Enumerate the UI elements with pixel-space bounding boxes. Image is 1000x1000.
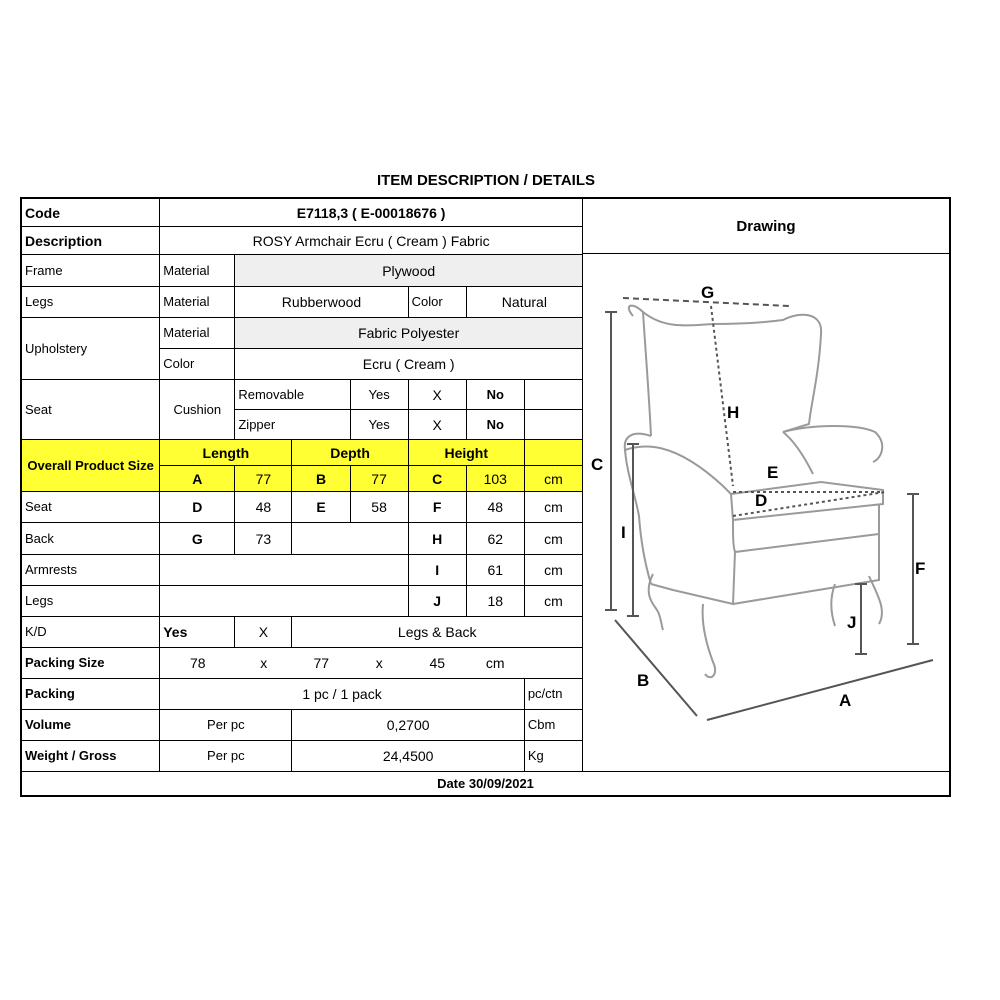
dimension-lines [605,298,933,720]
label-h: H [727,403,740,422]
label-j: J [847,613,857,632]
dim-c-letter: C [408,466,466,492]
kd-value: Legs & Back [292,616,583,647]
weight-per: Per pc [160,740,292,771]
overall-header-row [22,440,583,466]
armchair-drawing [583,254,950,772]
weight-label: Weight / Gross [22,740,160,771]
dim-f-value: 48 [466,492,524,523]
zipper-label: Zipper [235,410,350,440]
armrests-unit: cm [524,554,582,585]
packing-x1: x [260,654,268,671]
upholstery-material-row [22,318,583,349]
volume-unit: Cbm [524,709,582,740]
kd-mark: X [235,616,292,647]
removable-mark: X [408,380,466,410]
dim-h-letter: H [408,523,466,554]
packing-value: 1 pc / 1 pack [160,678,525,709]
packing-x2: x [375,654,383,671]
drawing-area [583,254,950,772]
seat-label: Seat [22,380,160,440]
dim-a-line [707,660,933,720]
frame-row [22,255,583,287]
legs-material: Rubberwood [235,287,408,318]
dim-h-value: 62 [466,523,524,554]
document-title: ITEM DESCRIPTION / DETAILS [376,172,596,189]
armrests-label: Armrests [22,554,160,585]
dim-g-value: 73 [235,523,292,554]
volume-value: 0,2700 [292,709,524,740]
description-label: Description [22,227,160,255]
date-footer: Date 30/09/2021 [21,772,950,796]
legs-color-label: Color [408,287,466,318]
dim-e-value: 58 [350,492,408,523]
code-label: Code [22,199,160,227]
back-dims-unit: cm [524,523,582,554]
weight-row [22,740,583,771]
drawing-header: Drawing [583,198,950,254]
seat-dims-row [22,492,583,523]
weight-value: 24,4500 [292,740,524,771]
legs-color: Natural [466,287,582,318]
armrests-empty [160,554,408,585]
removable-yes: Yes [350,380,408,410]
packing-height: 45 [429,654,446,671]
label-c: C [591,455,604,474]
label-g: G [701,283,715,302]
seat-removable-row [22,380,583,410]
overall-size-label: Overall Product Size [22,440,160,492]
back-dims-label: Back [22,523,160,554]
legs-dims-unit: cm [524,585,582,616]
dim-b-value: 77 [350,466,408,492]
zipper-empty [524,410,582,440]
dim-g-letter: G [160,523,235,554]
depth-header: Depth [292,440,408,466]
dim-b-letter: B [292,466,350,492]
frame-material-label: Material [160,255,235,287]
kd-label: K/D [22,616,160,647]
dim-d-value: 48 [235,492,292,523]
zipper-yes: Yes [350,410,408,440]
dim-e-letter: E [292,492,350,523]
dim-i-letter: I [408,554,466,585]
volume-per: Per pc [160,709,292,740]
packing-size-values [160,647,583,678]
dim-h-line [711,306,733,486]
removable-empty [524,380,582,410]
frame-label: Frame [22,255,160,287]
upholstery-color-label: Color [160,349,235,380]
legs-dims-label: Legs [22,585,160,616]
dim-d-letter: D [160,492,235,523]
upholstery-label: Upholstery [22,318,160,380]
dim-f-letter: F [408,492,466,523]
label-d: D [755,491,768,510]
dimension-labels [591,283,925,710]
dim-j-letter: J [408,585,466,616]
frame-material: Plywood [235,255,583,287]
upholstery-material-label: Material [160,318,235,349]
description-value: ROSY Armchair Ecru ( Cream ) Fabric [160,227,583,255]
armrests-row [22,554,583,585]
packing-unit-cell: pc/ctn [524,678,582,709]
legs-row [22,287,583,318]
length-header: Length [160,440,292,466]
label-e: E [767,463,779,482]
overall-unit: cm [524,466,582,492]
zipper-mark: X [408,410,466,440]
label-i: I [621,523,626,542]
legs-dims-row [22,585,583,616]
legs-label: Legs [22,287,160,318]
dim-i-value: 61 [466,554,524,585]
legs-material-label: Material [160,287,235,318]
dim-b-line [615,620,697,716]
dim-a-value: 77 [235,466,292,492]
seat-dims-label: Seat [22,492,160,523]
packing-label: Packing [22,678,160,709]
weight-unit: Kg [524,740,582,771]
back-dims-row [22,523,583,554]
volume-label: Volume [22,709,160,740]
dim-j-value: 18 [466,585,524,616]
code-row [22,199,583,227]
cushion-label: Cushion [160,380,235,440]
label-b: B [637,671,650,690]
code-value: E7118,3 ( E-00018676 ) [160,199,583,227]
spec-table [21,198,583,772]
removable-no: No [466,380,524,410]
packing-width: 77 [313,654,330,671]
kd-row [22,616,583,647]
upholstery-material: Fabric Polyester [235,318,583,349]
zipper-no: No [466,410,524,440]
dim-a-letter: A [160,466,235,492]
packing-row [22,678,583,709]
packing-size-label: Packing Size [22,647,160,678]
description-row [22,227,583,255]
label-f: F [915,559,926,578]
height-header: Height [408,440,524,466]
removable-label: Removable [235,380,350,410]
back-dims-empty [292,523,408,554]
volume-row [22,709,583,740]
upholstery-color: Ecru ( Cream ) [235,349,583,380]
seat-dims-unit: cm [524,492,582,523]
overall-header-empty [524,440,582,466]
legs-dims-empty [160,585,408,616]
packing-size-row [22,647,583,678]
packing-unit: cm [485,654,505,671]
kd-yes: Yes [160,616,235,647]
dim-c-value: 103 [466,466,524,492]
label-a: A [839,691,852,710]
packing-length: 78 [189,654,206,671]
